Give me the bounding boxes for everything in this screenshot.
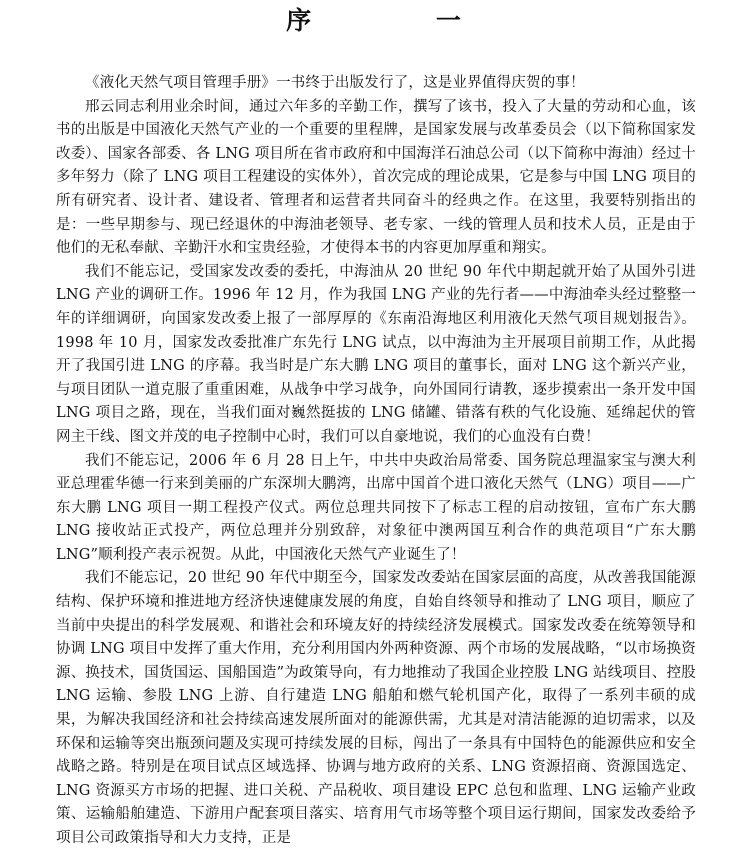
paragraph-1: 《液化天然气项目管理手册》一书终于出版发行了，这是业界值得庆贺的事！	[85, 75, 585, 91]
page-title: 序 一	[286, 6, 519, 35]
paragraph-2: 邢云同志利用业余时间，通过六年多的辛勤工作，撰写了该书，投入了大量的劳动和心血，该书的出版是中国液化天然气产业的一个重要的里程牌，是国家发展与改革委员会（以下简称国家发改委）、国家各部委、各 LNG 项目所在省市政府和中国海洋石油总公司（以下简称中海油）经过十多年努力（除了 LNG 项目工程建设的实体外），首次完成的理论成果，它是参与中国 LNG 项目的所有研究者、设计者、建设者、管理者和运营者共同奋斗的经典之作。在这里，我要特别指出的是：一些早期参与、现已经退休的中海油老领导、老专家、一线的管理人员和技术人员，正是由于他们的无私奉献、辛勤汗水和宝贵经验，才使得本书的内容更加厚重和翔实。	[56, 98, 696, 257]
paragraph-3: 我们不能忘记，受国家发改委的委托，中海油从 20 世纪 90 年代中期起就开始了从国外引进 LNG 产业的调研工作。1996 年 12 月，作为我国 LNG 产业的先行者——中海油牵头经过整整一年的详细调研，向国家发改委上报了一部厚厚的《东南沿海地区利用液化天然气项目规划报告》。1998 年 10 月，国家发改委批准广东先行 LNG 试点，以中海油为主开展项目前期工作，从此揭开了我国引进 LNG 的序幕。我当时是广东大鹏 LNG 项目的董事长，面对 LNG 这个新兴产业，与项目团队一道克服了重重困难，从战争中学习战争，向外国同行请教，逐步摸索出一条开发中国 LNG 项目之路，现在，当我们面对巍然挺拔的 LNG 储罐、错落有秩的气化设施、延绵起伏的管网主干线、图文并茂的电子控制中心时，我们可以自豪地说，我们的心血没有白费！	[56, 263, 696, 445]
paragraph-5: 我们不能忘记，20 世纪 90 年代中期至今，国家发改委站在国家层面的高度，从改善我国能源结构、保护环境和推进地方经济快速健康发展的角度，自始自终领导和推动了 LNG 项目，顺应了当前中央提出的科学发展观、和谐社会和环境友好的持续经济发展模式。国家发改委在统筹领导和协调 LNG 项目中发挥了重大作用，充分利用国内外两种资源、两个市场的发展战略，“以市场换资源、换技术，国货国运、国船国造”为政策导向，有力地推动了我国企业控股 LNG 站线项目、控股 LNG 运输、参股 LNG 上游、自行建造 LNG 船舶和燃气轮机国产化，取得了一系列丰硕的成果，为解决我国经济和社会持续高速发展所面对的能源供需，尤其是对清洁能源的迫切需求，以及环保和运输等突出瓶颈问题及实现可持续发展的目标，闯出了一条具有中国特色的能源供应和安全战略之路。特别是在项目试点区域选择、协调与地方政府的关系、LNG 资源招商、资源国选定、LNG 资源买方市场的把握、进口关税、产品税收、项目建设 EPC 总包和监理、LNG 运输产业政策、运输船舶建造、下游用户配套项目落实、培育用气市场等整个项目运行期间，国家发改委给予项目公司政策指导和大力支持，正是	[56, 570, 696, 846]
paragraph-4: 我们不能忘记，2006 年 6 月 28 日上午，中共中央政治局常委、国务院总理温家宝与澳大利亚总理霍华德一行来到美丽的广东深圳大鹏湾，出席中国首个进口液化天然气（LNG）项目——广东大鹏 LNG 项目一期工程投产仪式。两位总理共同按下了标志工程的启动按钮，宣布广东大鹏 LNG 接收站正式投产，两位总理并分别致辞，对象征中澳两国互利合作的典范项目“广东大鹏 LNG”顺利投产表示祝贺。从此，中国液化天然气产业诞生了！	[56, 452, 696, 563]
preface-body	[56, 72, 696, 851]
